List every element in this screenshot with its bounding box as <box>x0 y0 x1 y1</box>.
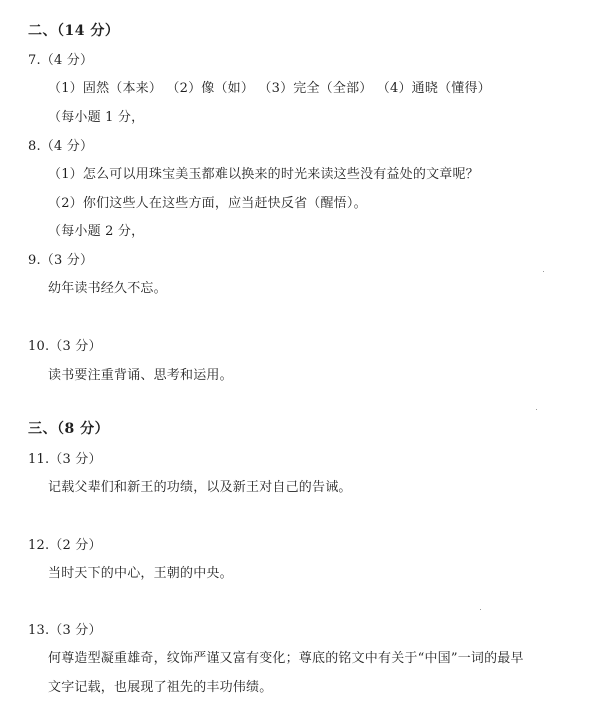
question-12-number: 12.（2 分） <box>28 538 102 553</box>
scan-speck <box>543 271 544 272</box>
question-10-number: 10.（3 分） <box>28 339 102 354</box>
question-11-number: 11.（3 分） <box>28 452 102 467</box>
question-13-answer-line-2: 文字记载，也展现了祖先的丰功伟绩。 <box>48 680 273 695</box>
question-8-item-1: （1）怎么可以用珠宝美玉都难以换来的时光来读这些没有益处的文章呢？ <box>48 167 479 182</box>
question-10-answer: 读书要注重背诵、思考和运用。 <box>48 368 233 383</box>
question-8-item-2: （2）你们这些人在这些方面，应当赶快反省（醒悟）。 <box>48 196 367 211</box>
question-7-note: （每小题 1 分， <box>48 110 145 125</box>
question-7-items: （1）固然（本来） （2）像（如） （3）完全（全部） （4）通晓（懂得） <box>48 81 491 96</box>
question-7-number: 7.（4 分） <box>28 53 94 68</box>
question-9-number: 9.（3 分） <box>28 253 94 268</box>
section-three-heading: 三、（8 分） <box>28 421 110 437</box>
question-12-answer: 当时天下的中心，王朝的中央。 <box>48 566 233 581</box>
scan-speck <box>480 609 481 610</box>
question-8-number: 8.（4 分） <box>28 139 94 154</box>
scan-speck <box>536 409 537 410</box>
question-9-answer: 幼年读书经久不忘。 <box>48 281 167 296</box>
question-13-answer-line-1: 何尊造型凝重雄奇，纹饰严谨又富有变化；尊底的铭文中有关于“中国”一词的最早 <box>48 651 524 666</box>
question-8-note: （每小题 2 分， <box>48 224 145 239</box>
section-two-heading: 二、（14 分） <box>28 23 120 39</box>
question-13-number: 13.（3 分） <box>28 623 102 638</box>
question-11-answer: 记载父辈们和新王的功绩，以及新王对自己的告诫。 <box>48 480 352 495</box>
